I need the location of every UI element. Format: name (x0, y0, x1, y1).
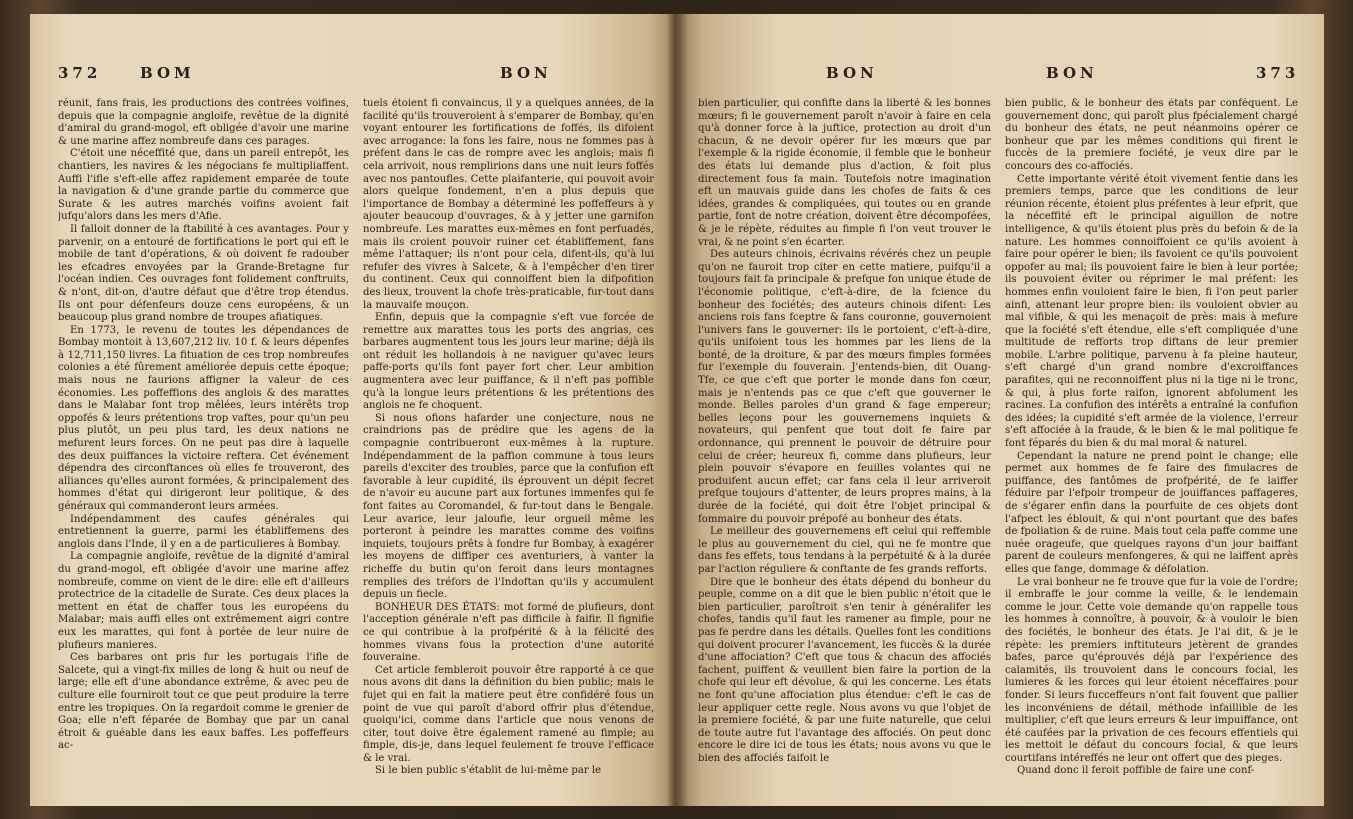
paragraph: Si le bien public s'établit de lui-même par le (375, 765, 602, 777)
head-word-right: BON (500, 64, 552, 82)
paragraph: Des auteurs chinois, écrivains révérés chez un peuple qu'on ne fauroit trop citer en cette matiere, puifqu'il a toujours fait fa principale & prefque fon unique étude de l'économie politique, c'eft-à-dire, de la fcience du bonheur des fociétés; des auteurs chinois difent: Les anciens rois fans fceptre & fans couronne, gouvernoient l'univers fans le gouverner: ils le portoient, c'eft-à-dire, qu'ils unifoient tous les hommes par les liens de la bonté, de la droiture, & par des mœurs fimples formées fur l'exemple du fouverain. J'entends-bien, dit Ouang-Tfe, ce que c'eft que porter le monde dans fon cœur, mais je n'entends pas ce que c'eft que gouverner le monde. Belles paroles d'un grand & fage empereur; belles leçons pour les gouvernemens inquiets & novateurs, qui penfent que tout doit fe faire par ordonnance, qui prennent le pouvoir de détruire pour celui de créer; heureux fi, comme dans plufieurs, leur plein pouvoir s'évapore en feuilles volantes qui ne produifent aucun effet; car fans cela il leur arriveroit prefque toujours d'attenter, de leurs propres mains, à la durée de la fociété, qui doit être l'objet principal & fommaire du pouvoir prépofé au bonheur des états. (698, 249, 991, 525)
paragraph: Cette importante vérité étoit vivement fentie dans les premiers temps, parce que les conditions de leur réunion récente, étoient plus préfentes à leur efprit, que la néceffité eft le principal aiguillon de notre intelligence, & qu'ils étoient plus près du befoin & de la nature. Les hommes connoiffoient ce qu'ils avoient à faire pour opérer le bien; ils favoient ce qu'ils pouvoient oppofer au mal; ils pouvoient faire le bien à leur portée; ils pouvoient éviter ou réprimer le mal préfent: les hommes enfin vouloient faire le bien, fi l'on peut parler ainfi, attenant leur propre bien: ils vouloient obvier au mal vifible, & qui les menaçoit de près: mais à mefure que la fociété s'eft étendue, elle s'eft compliquée d'une multitude de refforts trop diftans de leur premier mobile. L'arbre politique, parvenu à fa pleine hauteur, s'eft chargé d'un grand nombre d'excroiffances parafites, qui ne reconnoiffent plus ni la tige ni le tronc, & qui, à plus forte raifon, ignorent abfolument les racines. La confufion des intérêts a entraîné la confufion des idées; la cupidité s'eft armée de la violence, l'erreur s'eft affociée à la fraude, & le bien & le mal politique fe font féparés du bien & du mal moral & naturel. (1005, 173, 1298, 450)
head-word-right: BON (1046, 64, 1098, 82)
paragraph: bien particulier, qui confifte dans la liberté & les bonnes mœurs; fi le gouvernement paroît n'avoir à faire en cela qu'à donner force à la juftice, protection au droit d'un chacun, & ne devoir opérer fur les mœurs que par l'exemple & la rigide économie, il femble que le bonheur des états lui demande plus d'action, & foit plus directement fous fa main. Toutefois notre imagination eft un mauvais guide dans les chofes de faits & ces idées, grandes & compliquées, qui toutes ou en grande partie, font de notre création, doivent être décompofées, & je le répète, réduites au fimple fi l'on veut trouver le vrai, & ne point s'en écarter. (698, 98, 991, 248)
paragraph: réunit, fans frais, les productions des contrées voifines, depuis que la compagnie angloife, revêtue de la dignité d'amiral du grand-mogol, eft obligée d'avoir une marine & une marine affez nombreufe dans ces parages. (58, 98, 349, 147)
paragraph: tuels étoient fi convaincus, il y a quelques années, de la facilité qu'ils trouveroient à s'emparer de Bombay, qu'en voyant entourer les fortifications de foffés, ils difoient avec arrogance: la fons les faire, nous ne fommes pas à préfent dans le cas de rompre avec les anglois; mais fi cela arrivoit, nous remplirions dans une nuit leurs foffés avec nos pantoufles. Cette plaifanterie, qui pouvoit avoir alors quelque fondement, n'en a plus depuis que l'importance de Bombay a déterminé les poffeffeurs à y ajouter beaucoup d'ouvrages, & à y jetter une garnifon nombreufe. Les marattes eux-mêmes en font perfuadés, mais ils croient pouvoir ruiner cet établiffement, fans même l'attaquer; ils n'ont pour cela, difent-ils, qu'à lui refufer des vivres à Salcete, & à l'empêcher d'en tirer du continent. Ceux qui connoiffent bien la difpofition des lieux, trouvent la chofe très-praticable, fur-tout dans la mauvaife mouçon. (363, 98, 654, 311)
paragraph: En 1773, le revenu de toutes les dépendances de Bombay montoit à 13,607,212 liv. 10 f. & leurs dépenfes à 12,711,150 livres. La fituation de ces trop nombreufes colonies a été fûrement améliorée depuis cette époque; mais nous ne faurions affigner la valeur de ces économies. Les poffeffions des anglois & des marattes dans le Malabar font trop mêlées, leurs intérêts trop oppofés & leurs prétentions trop vaftes, pour qu'un peu plus plutôt, un peu plus tard, les deux nations ne mefurent leurs forces. On ne peut pas dire à laquelle des deux puiffances la victoire reftera. Cet événement dépendra des circonftances où elles fe trouveront, des alliances qu'elles auront formées, & principalement des hommes d'état qui dirigeront leur politique, & des généraux qui commanderont leurs armées. (58, 324, 349, 512)
paragraph: Cet article fembleroit pouvoir être rapporté à ce que nous avons dit dans la définition du bien public; mais le fujet qui en fait la matiere peut être confidéré fous un point de vue qui paroît d'abord offrir plus d'étendue, quoiqu'ici, comme dans l'article que nous venons de citer, tout doive être également ramené au fimple; au fimple, dis-je, dans lequel feulement fe trouve l'efficace & le vrai. (363, 664, 654, 764)
paragraph: Cependant la nature ne prend point le change; elle permet aux hommes de fe faire des fimulacres de puiffance, des fantômes de profpérité, de fe laiffer féduire par l'efpoir trompeur de jouiffances paffageres, de s'égarer enfin dans la pourfuite de ces objets dont l'afpect les éblouit, & qui n'ont pourtant que des bafes de fpoliation & de ruine. Mais tout cela paffe comme une nuée orageufe, que quelques rayons d'un jour baiffant parent de couleurs menfongeres, & qui ne laiffent après elles que fange, dommage & défolation. (1005, 450, 1298, 575)
paragraph: Si nous ofions hafarder une conjecture, nous ne craindrions pas de prédire que les agens de la compagnie contribueront eux-mêmes à la rupture. Indépendamment de la paffion commune à tous leurs pareils d'exciter des troubles, parce que la confufion eft favorable à leur cupidité, ils éprouvent un dépit fecret de n'avoir eu aucune part aux fortunes immenfes qui fe font faites au Coromandel, & fur-tout dans le Bengale. Leur avarice, leur jaloufie, leur orgueil même les porteront à peindre les marattes comme des voifins inquiets, toujours prêts à fondre fur Bombay, à exagérer les moyens de diffiper ces aventuriers, à vanter la richeffe du butin qu'on feroit dans leurs montagnes remplies des tréfors de l'Indoftan qu'ils y accumulent depuis un fiecle. (363, 412, 654, 601)
paragraph: Indépendamment des caufes générales qui entretiennent la guerre, parmi les établiffemens des anglois dans l'Inde, il y en a de particulieres à Bombay. (58, 513, 349, 550)
left-column-1 (58, 98, 349, 798)
running-head-right (676, 64, 1324, 88)
right-column-1 (698, 98, 991, 798)
paragraph: Ces barbares ont pris fur les portugais l'ifle de Salcete, qui a vingt-fix milles de long & huit ou neuf de large; elle eft d'une abondance extrême, & avec peu de culture elle fourniroit tout ce que peut produire la terre entre les tropiques. On la regardoit comme le grenier de Goa; elle n'eft féparée de Bombay que par un canal étroit & guéable dans les eaux baffes. Les poffeffeurs ac- (58, 652, 349, 752)
page-number: 372 (58, 64, 102, 82)
paragraph: bien public, & le bonheur des états par conféquent. Le gouvernement donc, qui paroît plus fpécialement chargé du bonheur des états, ne peut néanmoins opérer ce bonheur que par les mêmes conditions qui firent le fuccès de la premiere fociété, je veux dire par le concours des co-affociés. (1005, 98, 1298, 172)
paragraph: Quand donc il feroit poffible de faire une conf- (1017, 765, 1255, 777)
page-number: 373 (1256, 64, 1300, 82)
paragraph: BONHEUR DES ÉTATS: mot formé de plufieurs, dont l'acception générale n'eft pas difficile à faifir. Il fignifie ce qui contribue à la profpérité & à la félicité des hommes vivans fous la protection d'une autorité fouveraine. (363, 601, 654, 664)
paragraph: Le meilleur des gouvernemens eft celui qui reffemble le plus au gouvernement du ciel, qui ne fe montre que dans fes effets, tous tendans à la perpétuité & à la durée par l'action réguliere & conftante de fes grands refforts. (698, 526, 991, 575)
paragraph: Il falloit donner de la ftabilité à ces avantages. Pour y parvenir, on a entouré de fortifications le port qui eft le mobile de tant d'opérations, & où doivent fe radouber les efcadres envoyées par la Grande-Bretagne fur l'océan indien. Ces ouvrages font folidement conftruits, & n'ont, dit-on, d'autre défaut que d'être trop étendus. Ils ont pour défenfeurs douze cens européens, & un beaucoup plus grand nombre de troupes afiatiques. (58, 223, 349, 324)
left-page (30, 14, 676, 806)
running-head-left (30, 64, 676, 88)
right-column-2 (1005, 98, 1298, 798)
paragraph: Enfin, depuis que la compagnie s'eft vue forcée de remettre aux marattes tous les ports des angrias, ces barbares augmentent tous les jours leur marine; déjà ils ont réduit les hollandois à ne naviguer qu'avec leurs paffe-ports qu'ils font payer fort cher. Leur ambition augmentera avec leur puiffance, & il n'eft pas poffible qu'à la longue leurs prétentions & les prétentions des anglois ne fe choquent. (363, 312, 654, 412)
paragraph: Dire que le bonheur des états dépend du bonheur du peuple, comme on a dit que le bien public n'étoit que le bien particulier, paroîtroit s'en tenir à généralifer les chofes, tandis qu'il faut les ramener au fimple, pour ne pas fe perdre dans les détails. Quelles font les conditions qui doivent procurer l'avancement, les fuccès & la durée d'une affociation? C'eft que tous & chacun des affociés fachent, puiffent & veuillent bien faire la portion de la chofe qui leur eft dévolue, & qui les concerne. Les états ne font qu'une affociation plus étendue: c'eft le cas de leur appliquer cette regle. Nous avons vu que l'objet de la premiere fociété, & par une fuite naturelle, que celui de toute autre fut l'avantage des affociés. On peut donc encore le dire ici de tous les états; nous avons vu que le bien des affociés faifoit le (698, 576, 991, 764)
right-page (676, 14, 1324, 806)
book-gutter (666, 14, 688, 806)
head-word-left: BOM (140, 64, 195, 82)
paragraph: C'étoit une néceffité que, dans un pareil entrepôt, les chantiers, les navires & les négocians fe multipliaffent. Auffi l'ifle s'eft-elle affez rapidement emparée de toute la navigation & d'une grande partie du commerce que Surate & les autres marchés voifins avoient fait jufqu'alors dans les mers d'Afie. (58, 148, 349, 223)
paragraph: Le vrai bonheur ne fe trouve que fur la voie de l'ordre; il embraffe le jour comme la veille, & le lendemain comme le jour. Cette voie demande qu'on rappelle tous les hommes à connoître, à pouvoir, & à vouloir le bien des fociétés, le bonheur des états. Je l'ai dit, & je le répète: les premiers inftituteurs jetèrent de grandes bafes, parce qu'éprouvés déjà par l'expérience des calamités, ils trouvoient dans le concours focial, les lumieres & les forces qui leur étoient néceffaires pour fonder. Si leurs fucceffeurs n'ont fait fouvent que pallier les inconvéniens de détail, méthode infaillible de les multiplier, c'eft que leurs erreurs & leur impuiffance, ont été caufées par la privation de ces fecours effentiels qui les mettoit le défaut du concours focial, & que leurs courtifans intéreffés ne leur ont offert que des pieges. (1005, 576, 1298, 764)
paragraph: La compagnie angloife, revêtue de la dignité d'amiral du grand-mogol, eft obligée d'avoir une marine affez nombreufe, comme on vient de le dire: elle eft d'ailleurs protectrice de la citadelle de Surate. Ces deux places la mettent en état de chaffer tous les européens du Malabar; mais auffi elles ont extrêmement aigri contre eux les marattes, qui font à portée de leur nuire de plufieurs manieres. (58, 551, 349, 651)
head-word-left: BON (826, 64, 878, 82)
left-column-2 (363, 98, 654, 798)
